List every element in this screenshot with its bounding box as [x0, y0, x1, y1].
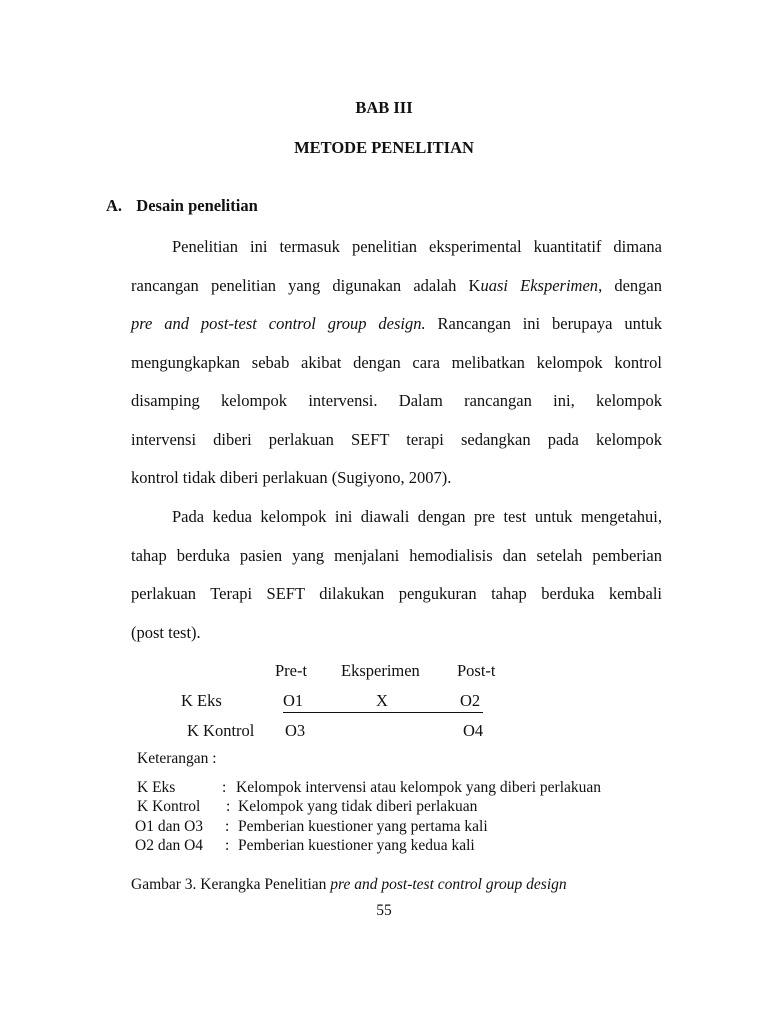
cell-post: O4 — [463, 721, 484, 740]
legend-separator: : — [225, 818, 230, 835]
paragraph-line: Pada kedua kelompok ini diawali dengan pre test untuk mengetahui, — [172, 507, 662, 526]
chapter-number: BAB III — [355, 98, 413, 117]
header-eksperimen: Eksperimen — [341, 661, 420, 680]
paragraph-2 — [131, 498, 662, 652]
legend-term: K Kontrol — [137, 798, 201, 815]
paragraph-line: (post test). — [131, 622, 201, 642]
paragraph-line: tahap berduka pasien yang menjalani hemodialisis dan setelah pemberian — [131, 545, 662, 565]
legend-separator: : — [222, 779, 227, 796]
legend-description: Pemberian kuestioner yang kedua kali — [238, 837, 475, 854]
paragraph-line: kontrol tidak diberi perlakuan (Sugiyono, 2007). — [131, 468, 452, 487]
legend-term: O1 dan O3 — [135, 818, 204, 835]
paragraph-line: pre and post-test control group design. Rancangan ini berupaya untuk — [131, 314, 662, 333]
legend-description: Kelompok intervensi atau kelompok yang diberi perlakuan — [236, 779, 602, 796]
row-group-label: K Kontrol — [187, 721, 255, 740]
paragraph-line: disamping kelompok intervensi. Dalam rancangan ini, kelompok — [131, 391, 662, 410]
section-label: A. — [106, 196, 123, 215]
paragraph-1 — [131, 228, 662, 498]
paragraph-line: perlakuan Terapi SEFT dilakukan pengukuran tahap berduka kembali — [131, 584, 662, 603]
legend-term: K Eks — [137, 779, 176, 796]
cell-post: O2 — [460, 691, 481, 710]
cell-pre: O1 — [283, 691, 304, 710]
cell-treatment: X — [376, 691, 388, 710]
legend-description: Kelompok yang tidak diberi perlakuan — [238, 798, 478, 815]
paragraph-line: intervensi diberi perlakuan SEFT terapi sedangkan pada kelompok — [131, 429, 662, 449]
section-title: Desain penelitian — [136, 196, 258, 215]
legend-separator: : — [225, 837, 230, 854]
legend-term: O2 dan O4 — [135, 837, 204, 854]
legend-heading: Keterangan : — [137, 750, 217, 767]
paragraph-line: rancangan penelitian yang digunakan adalah Kuasi Eksperimen, dengan — [131, 275, 663, 295]
cell-pre: O3 — [285, 721, 306, 740]
page-number: 55 — [376, 902, 392, 919]
figure-caption: Gambar 3. Kerangka Penelitian pre and post-test control group design — [131, 876, 567, 893]
section-heading — [106, 196, 258, 216]
paragraph-line: mengungkapkan sebab akibat dengan cara melibatkan kelompok kontrol — [131, 352, 662, 372]
paragraph-line: Penelitian ini termasuk penelitian eksperimental kuantitatif dimana — [172, 237, 662, 256]
legend-separator: : — [226, 798, 231, 815]
header-pre-test: Pre-t — [275, 661, 308, 680]
header-post-test: Post-t — [457, 661, 496, 680]
chapter-title: METODE PENELITIAN — [294, 138, 474, 157]
legend-description: Pemberian kuestioner yang pertama kali — [238, 818, 488, 835]
underline-divider — [283, 712, 483, 713]
row-group-label: K Eks — [181, 691, 222, 710]
